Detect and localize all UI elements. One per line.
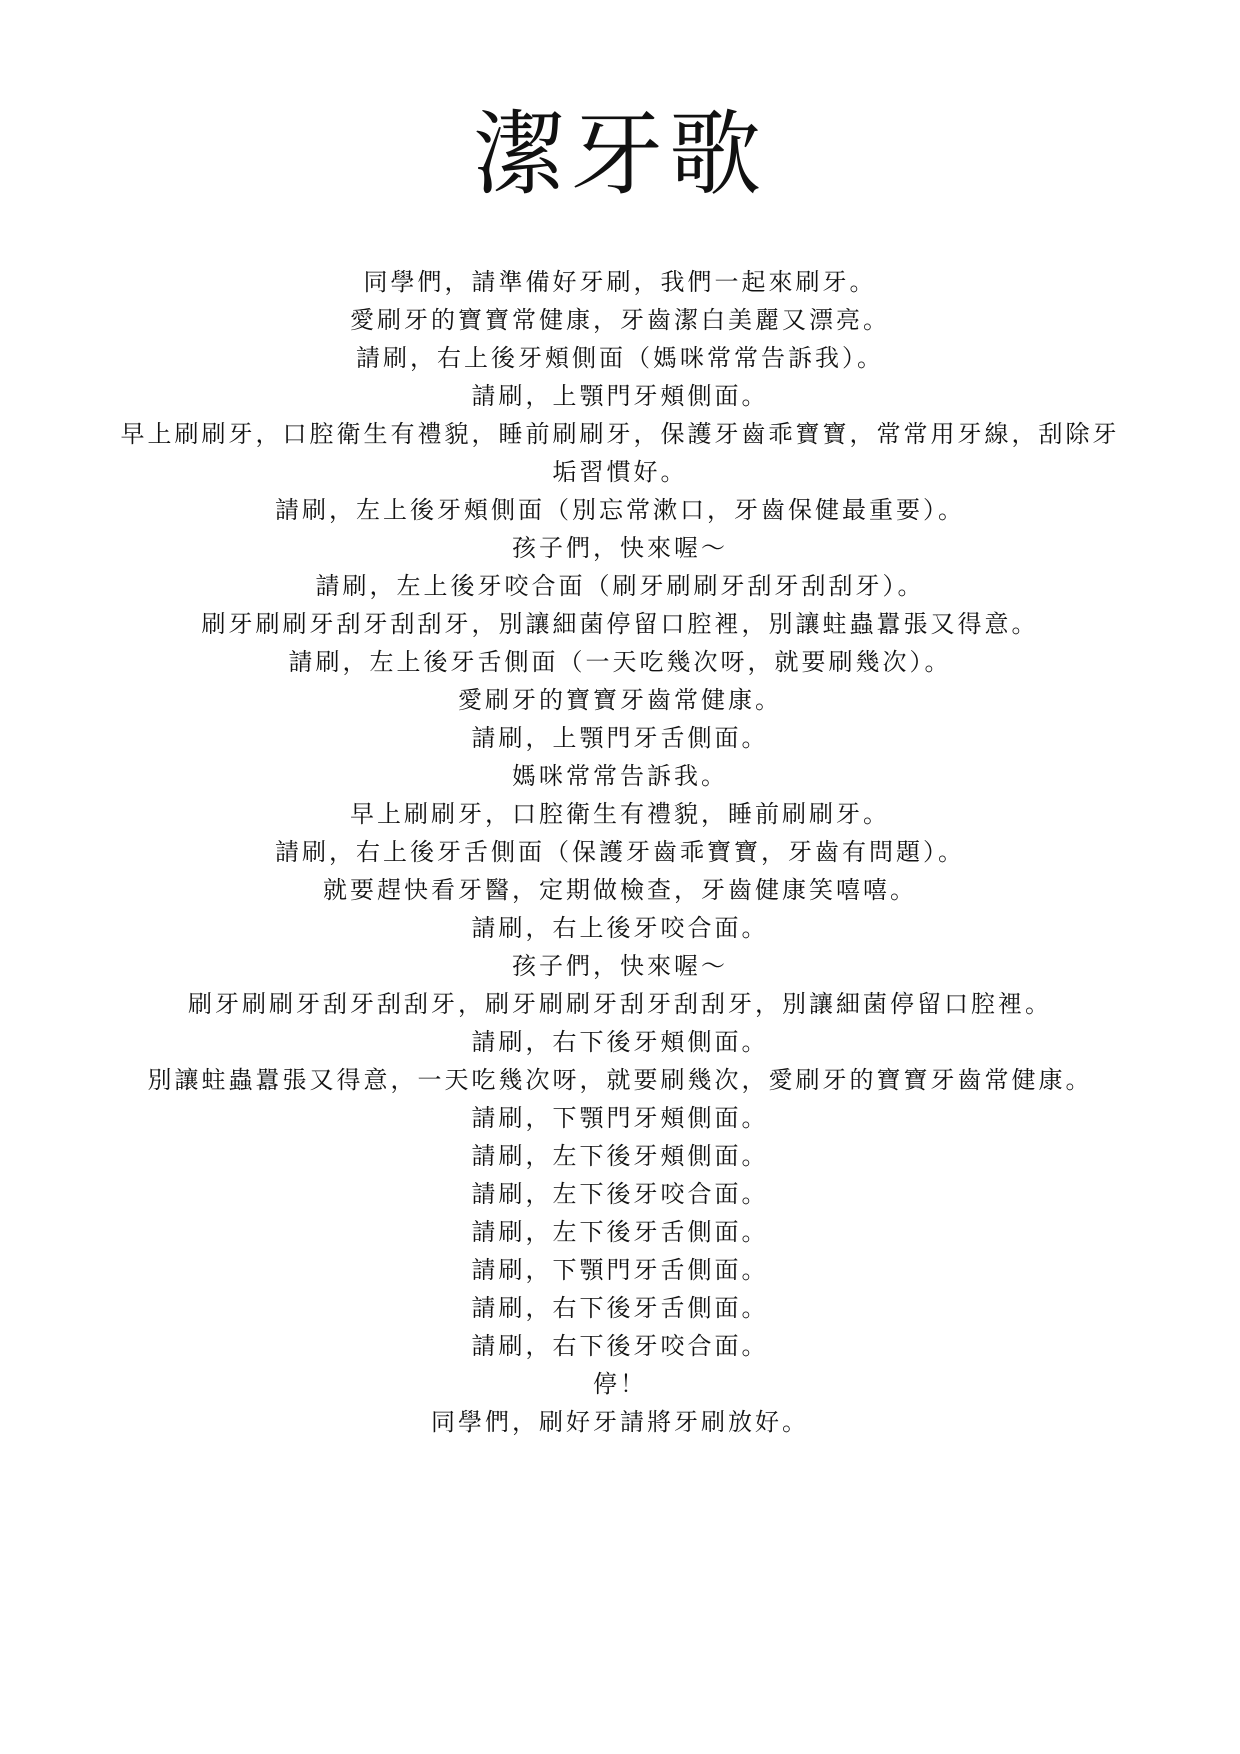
lyric-line: 請刷，左下後牙頰側面。 <box>471 1142 769 1170</box>
lyric-line: 愛刷牙的寶寶牙齒常健康。 <box>458 686 782 714</box>
lyric-line: 刷牙刷刷牙刮牙刮刮牙，別讓細菌停留口腔裡，別讓蛀蟲囂張又得意。 <box>201 610 1039 638</box>
lyric-line: 請刷，右上後牙舌側面（保護牙齒乖寶寶，牙齒有問題）。 <box>275 838 965 866</box>
lyric-line: 同學們，請準備好牙刷，我們一起來刷牙。 <box>363 268 877 296</box>
lyric-line: 就要趕快看牙醫，定期做檢查，牙齒健康笑嘻嘻。 <box>323 876 917 904</box>
lyrics-body <box>80 263 1160 1441</box>
lyric-line: 請刷，左下後牙咬合面。 <box>471 1180 769 1208</box>
lyric-line: 刷牙刷刷牙刮牙刮刮牙，刷牙刷刷牙刮牙刮刮牙，別讓細菌停留口腔裡。 <box>188 990 1052 1018</box>
lyric-line: 請刷，右下後牙舌側面。 <box>471 1294 769 1322</box>
lyric-line: 請刷，左上後牙頰側面（別忘常漱口，牙齒保健最重要）。 <box>275 496 965 524</box>
document-title: 潔牙歌 <box>472 101 767 208</box>
lyric-line: 同學們，刷好牙請將牙刷放好。 <box>431 1408 809 1436</box>
lyric-line: 停！ <box>593 1370 647 1398</box>
lyric-line: 請刷，右上後牙咬合面。 <box>471 914 769 942</box>
lyric-line: 媽咪常常告訴我。 <box>512 762 728 790</box>
lyric-line: 孩子們，快來喔～ <box>512 952 728 980</box>
lyric-line: 請刷，上顎門牙舌側面。 <box>471 724 769 752</box>
lyric-line: 請刷，右上後牙頰側面（媽咪常常告訴我）。 <box>356 344 884 372</box>
lyric-line: 早上刷刷牙，口腔衛生有禮貌，睡前刷刷牙。 <box>350 800 890 828</box>
lyric-line: 垢習慣好。 <box>552 458 688 486</box>
lyric-line: 請刷，左下後牙舌側面。 <box>471 1218 769 1246</box>
lyric-line: 請刷，下顎門牙舌側面。 <box>471 1256 769 1284</box>
lyric-line: 孩子們，快來喔～ <box>512 534 728 562</box>
lyric-line: 請刷，右下後牙頰側面。 <box>471 1028 769 1056</box>
lyric-line: 請刷，右下後牙咬合面。 <box>471 1332 769 1360</box>
lyric-line: 請刷，上顎門牙頰側面。 <box>471 382 769 410</box>
lyric-line: 請刷，下顎門牙頰側面。 <box>471 1104 769 1132</box>
lyric-line: 愛刷牙的寶寶常健康，牙齒潔白美麗又漂亮。 <box>350 306 890 334</box>
lyric-line: 請刷，左上後牙舌側面（一天吃幾次呀，就要刷幾次）。 <box>288 648 952 676</box>
lyric-line: 請刷，左上後牙咬合面（刷牙刷刷牙刮牙刮刮牙）。 <box>315 572 925 600</box>
lyric-line: 早上刷刷牙，口腔衛生有禮貌，睡前刷刷牙，保護牙齒乖寶寶，常常用牙線，刮除牙 <box>120 420 1120 448</box>
lyric-line: 別讓蛀蟲囂張又得意，一天吃幾次呀，就要刷幾次，愛刷牙的寶寶牙齒常健康。 <box>147 1066 1093 1094</box>
